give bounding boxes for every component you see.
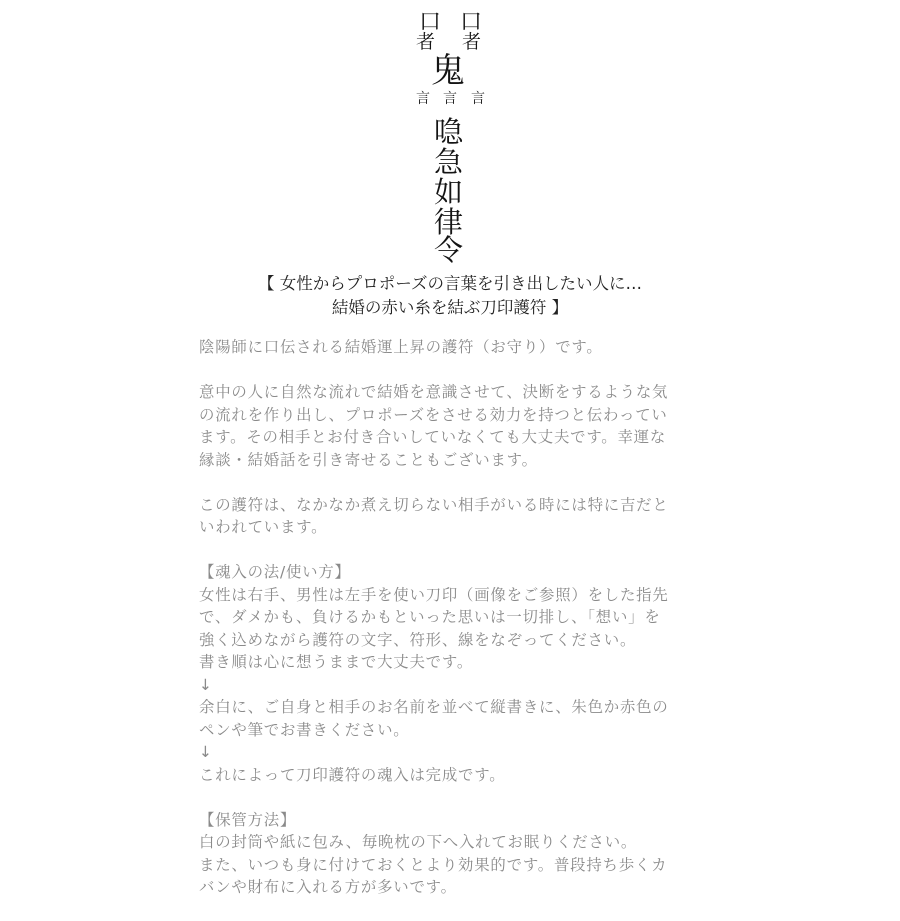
timing-line: この護符は、なかなか煮え切らない相手がいる時には特に吉だと [199, 495, 669, 514]
effect-line: ます。その相手とお付き合いしていなくても大丈夫です。幸運な [199, 428, 667, 446]
talisman-column-glyph-5: 令 [434, 233, 464, 267]
talisman-glyph-sub-1: 言 [416, 91, 430, 107]
down-arrow-icon: ↓ [199, 675, 213, 694]
usage-line: ペンや筆でお書きください。 [199, 720, 410, 739]
heading-line-2: 結婚の赤い糸を結ぶ刀印護符 】 [331, 298, 569, 317]
effect-line: 縁談・結婚話を引き寄せることもございます。 [199, 450, 538, 469]
talisman-column-glyph-2: 急 [434, 145, 464, 179]
down-arrow-icon: ↓ [199, 743, 213, 761]
effect-line: の流れを作り出し、プロポーズをさせる効力を持つと伝わってい [199, 405, 668, 424]
timing-line: いわれています。 [199, 518, 328, 536]
talisman-glyph-main: 鬼 [431, 51, 465, 91]
storage-line: 白の封筒や紙に包み、毎晩枕の下へ入れてお眠りください。 [199, 833, 638, 851]
effect-paragraph [199, 381, 709, 471]
storage-section [199, 809, 709, 899]
intro-line: 陰陽師に口伝される結婚運上昇の護符（お守り）です。 [199, 338, 603, 356]
talisman-glyph-right-mono: 者 [462, 31, 482, 53]
storage-line: また、いつも身に付けておくとより効果的です。普段持ち歩くカ [199, 855, 668, 874]
storage-line: バンや財布に入れる方が多いです。 [199, 878, 457, 896]
storage-heading: 【保管方法】 [199, 810, 297, 829]
usage-line: で、ダメかも、負けるかもといった思いは一切排し、「想い」を [199, 608, 661, 626]
talisman-glyph-sub-2: 言 [443, 91, 457, 107]
talisman-glyph-left-kuchi: 口 [419, 10, 442, 35]
timing-paragraph [199, 494, 709, 539]
usage-line: 書き順は心に想うままで大丈夫です。 [199, 653, 474, 671]
description-body [199, 336, 709, 921]
usage-heading: 【魂入の法/使い方】 [199, 563, 351, 581]
usage-line: 女性は右手、男性は左手を使い刀印（画像をご参照）をした指先 [199, 585, 669, 604]
intro-paragraph [199, 336, 709, 359]
effect-line: 意中の人に自然な流れで結婚を意識させて、決断をするような気 [199, 383, 669, 401]
usage-line: これによって刀印護符の魂入は完成です。 [199, 765, 506, 784]
product-heading [0, 272, 900, 320]
talisman-glyph-right-kuchi: 口 [460, 10, 483, 35]
usage-line: 余白に、ご自身と相手のお名前を並べて縦書きに、朱色か赤色の [199, 698, 669, 716]
talisman-column-glyph-4: 律 [434, 205, 464, 239]
talisman-glyph-left-mono: 者 [416, 31, 436, 53]
usage-line: 強く込めながら護符の文字、符形、線をなぞってください。 [199, 630, 637, 649]
talisman-column-glyph-3: 如 [434, 175, 464, 209]
heading-line-1: 【 女性からプロポーズの言葉を引き出したい人に… [258, 274, 642, 293]
talisman-figure [400, 8, 500, 266]
usage-section [199, 561, 709, 786]
talisman-glyph-sub-3: 言 [471, 91, 485, 107]
talisman-column-glyph-1: 喼 [434, 115, 464, 149]
